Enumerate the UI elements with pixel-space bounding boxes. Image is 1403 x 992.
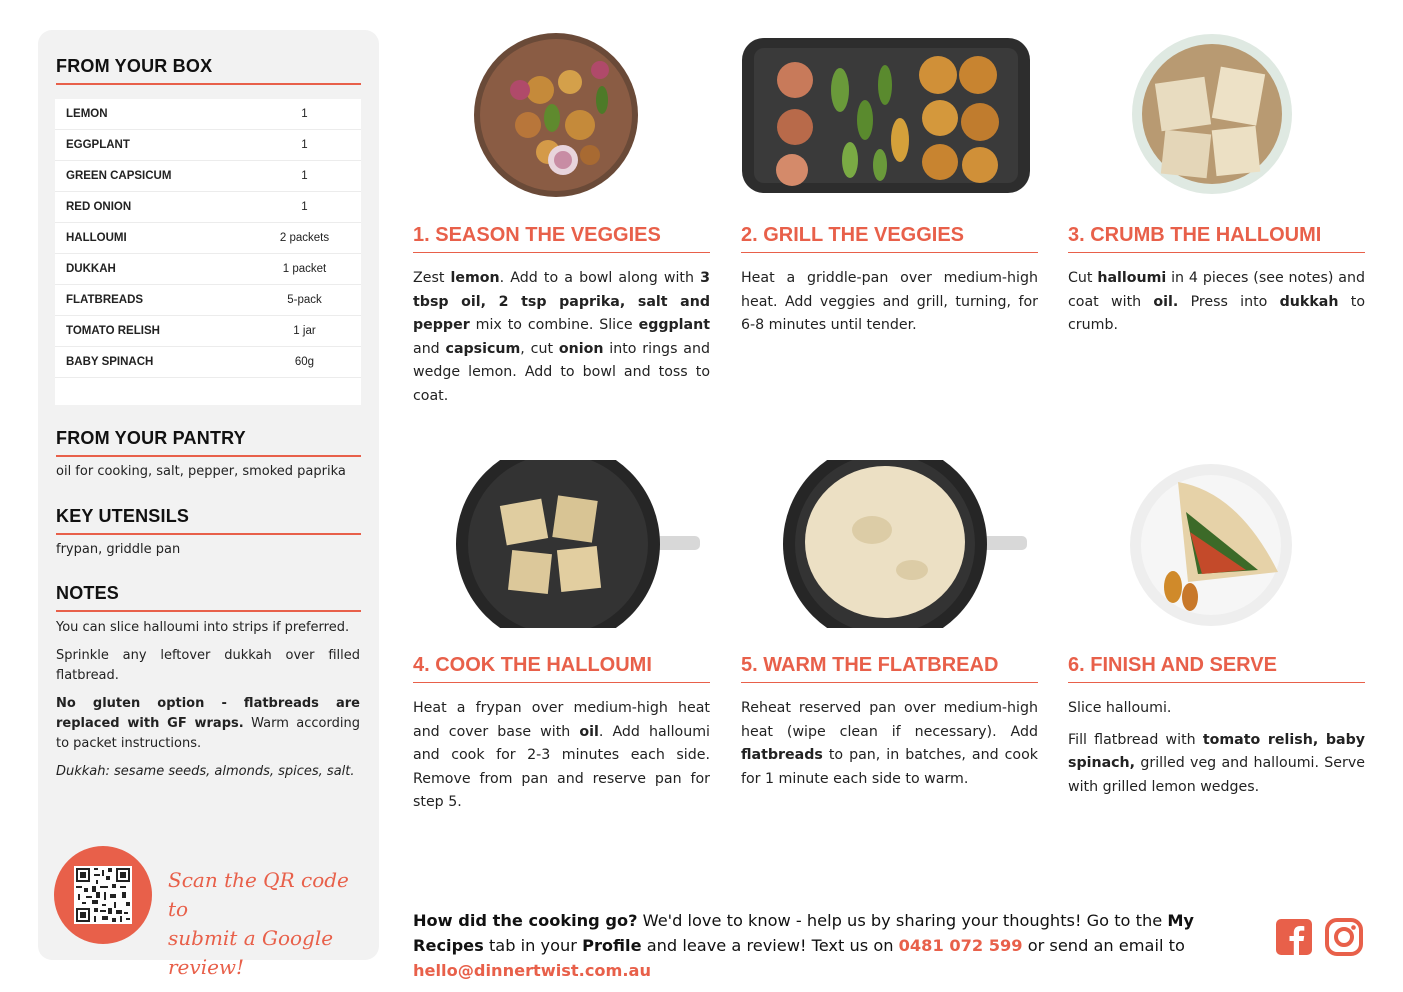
s4-text-c: . Add halloumi and cook for 2-3 minutes each side. Remove from pan and reserve pan for step 5. <box>413 723 710 810</box>
s6-bold-b: tomato relish, baby spinach, <box>1068 731 1365 771</box>
s1-bold-d: 3 tbsp oil, 2 tsp paprika, salt and pepper <box>413 270 710 333</box>
footer-text-f: and leave a review! Text us on <box>641 936 899 955</box>
review-footer <box>413 908 1263 983</box>
step-3-body <box>1068 267 1365 338</box>
step-4-body <box>413 697 710 815</box>
step-4-title: 4. COOK THE HALLOUMI <box>413 654 710 683</box>
s6-text-c: grilled veg and halloumi. Serve with grilled lemon wedges. <box>1068 755 1365 795</box>
footer-text-b: We'd love to know - help us by sharing your thoughts! Go to the <box>637 911 1168 930</box>
ingredient-qty: 1 packet <box>282 263 327 275</box>
s5-text-c: to pan, in batches, and cook for 1 minute each side to warm. <box>741 747 1038 787</box>
profile-label: Profile <box>582 936 642 955</box>
qr-caption <box>168 866 368 982</box>
table-row <box>55 254 361 285</box>
step-3-title: 3. CRUMB THE HALLOUMI <box>1068 224 1365 253</box>
step-1-title: 1. SEASON THE VEGGIES <box>413 224 710 253</box>
from-your-pantry-title: FROM YOUR PANTRY <box>56 428 361 457</box>
s3-text-g: to crumb. <box>1068 293 1365 333</box>
ingredient-name: FLATBREADS <box>66 294 144 306</box>
notes-title: NOTES <box>56 583 361 612</box>
grill-veggies-photo <box>740 30 1032 200</box>
finish-serve-photo <box>1128 462 1294 628</box>
s5-bold-b: flatbreads <box>741 747 823 763</box>
qr-caption-line-1: Scan the QR code to <box>168 868 349 921</box>
step-2-title: 2. GRILL THE VEGGIES <box>741 224 1038 253</box>
ingredients-sidebar <box>38 30 379 979</box>
my-recipes-label: My Recipes <box>413 911 1194 955</box>
ingredient-qty: 1 <box>301 170 308 182</box>
s6-para-2 <box>1068 729 1365 800</box>
table-row <box>55 130 361 161</box>
ingredient-qty: 1 <box>301 139 308 151</box>
ingredient-name: EGGPLANT <box>66 139 130 151</box>
footer-heading: How did the cooking go? <box>413 911 638 930</box>
s4-bold-b: oil <box>579 723 599 740</box>
table-row <box>55 99 361 130</box>
step-6-title: 6. FINISH AND SERVE <box>1068 654 1365 683</box>
s1-text-i: , cut <box>520 340 559 357</box>
s6-text-a: Fill flatbread with <box>1068 731 1203 748</box>
footer-text-d: tab in your <box>483 936 583 955</box>
phone-link[interactable]: 0481 072 599 <box>898 936 1023 955</box>
table-row <box>55 223 361 254</box>
ingredient-qty: 2 packets <box>279 232 330 244</box>
facebook-icon[interactable] <box>1275 918 1313 956</box>
s1-text-c: . Add to a bowl along with <box>499 270 701 286</box>
step-5-body <box>741 697 1038 791</box>
utensils-text: frypan, griddle pan <box>56 542 181 557</box>
ingredient-name: DUKKAH <box>66 263 116 275</box>
ingredient-name: GREEN CAPSICUM <box>66 170 172 182</box>
s2-text-a: Heat a griddle-pan over medium-high heat. Add veggies and grill, turning, for 6-8 minutes until tender. <box>741 270 1038 333</box>
ingredient-qty: 60g <box>294 356 315 368</box>
s3-bold-d: oil. <box>1153 293 1179 310</box>
ingredient-qty: 1 <box>301 108 308 120</box>
cook-halloumi-photo <box>455 460 705 628</box>
s1-text-a: Zest <box>413 270 451 286</box>
table-row <box>55 285 361 316</box>
s1-bold-h: capsicum <box>445 340 521 357</box>
step-2-body <box>741 267 1038 338</box>
ingredient-name: LEMON <box>66 108 108 120</box>
s1-text-e: mix to combine. Slice <box>469 317 639 333</box>
qr-code-icon <box>74 866 132 924</box>
ingredient-qty: 1 jar <box>293 325 316 337</box>
note-4: Dukkah: sesame seeds, almonds, spices, salt. <box>56 764 355 779</box>
s1-bold-f: eggplant <box>638 317 710 333</box>
s1-text-g: and <box>413 340 446 357</box>
table-row <box>55 192 361 223</box>
table-row <box>55 347 361 378</box>
s3-bold-b: halloumi <box>1097 270 1167 286</box>
qr-caption-line-2: submit a Google review! <box>168 926 334 979</box>
step-5-title: 5. WARM THE FLATBREAD <box>741 654 1038 683</box>
step-6-body <box>1068 697 1365 807</box>
note-3-bold: No gluten option - flatbreads are replaced with GF wraps. <box>56 696 360 731</box>
s1-bold-b: lemon <box>450 270 500 286</box>
s1-bold-j: onion <box>558 340 604 357</box>
s4-text-a: Heat a frypan over medium-high heat and cover base with <box>413 700 710 740</box>
email-link[interactable]: hello@dinnertwist.com.au <box>413 961 651 980</box>
footer-text-g: or send an email to <box>1022 936 1185 955</box>
ingredient-name: RED ONION <box>66 201 132 213</box>
pantry-text: oil for cooking, salt, pepper, smoked paprika <box>56 464 346 479</box>
table-row <box>55 316 361 347</box>
box-ingredients-table <box>55 99 361 405</box>
crumb-halloumi-photo <box>1128 30 1296 198</box>
s5-text-a: Reheat reserved pan over medium-high heat (wipe clean if necessary). Add <box>741 700 1038 740</box>
s3-text-e: Press into <box>1178 293 1280 310</box>
ingredient-qty: 5-pack <box>287 294 322 306</box>
s6-para-1: Slice halloumi. <box>1068 700 1172 716</box>
step-1-body <box>413 267 710 408</box>
key-utensils-title: KEY UTENSILS <box>56 506 361 535</box>
note-1: You can slice halloumi into strips if preferred. <box>56 620 350 635</box>
instagram-icon[interactable] <box>1325 918 1363 956</box>
ingredient-name: HALLOUMI <box>66 232 127 244</box>
note-2: Sprinkle any leftover dukkah over filled flatbread. <box>56 648 360 683</box>
from-your-box-title: FROM YOUR BOX <box>56 56 361 85</box>
warm-flatbread-photo <box>782 460 1032 628</box>
s3-text-a: Cut <box>1068 270 1098 286</box>
ingredient-name: TOMATO RELISH <box>66 325 160 337</box>
ingredient-name: BABY SPINACH <box>66 356 154 368</box>
table-row <box>55 161 361 192</box>
s3-bold-f: dukkah <box>1279 293 1339 310</box>
note-3 <box>56 694 360 754</box>
ingredient-qty: 1 <box>301 201 308 213</box>
qr-badge[interactable] <box>54 846 152 944</box>
s1-text-k: into rings and wedge lemon. Add to bowl and toss to coat. <box>413 340 710 404</box>
s3-text-c: in 4 pieces (see notes) and coat with <box>1068 270 1365 310</box>
season-veggies-photo <box>470 30 642 200</box>
notes-body <box>56 618 360 790</box>
note-3-rest: Warm according to packet instructions. <box>56 716 360 751</box>
